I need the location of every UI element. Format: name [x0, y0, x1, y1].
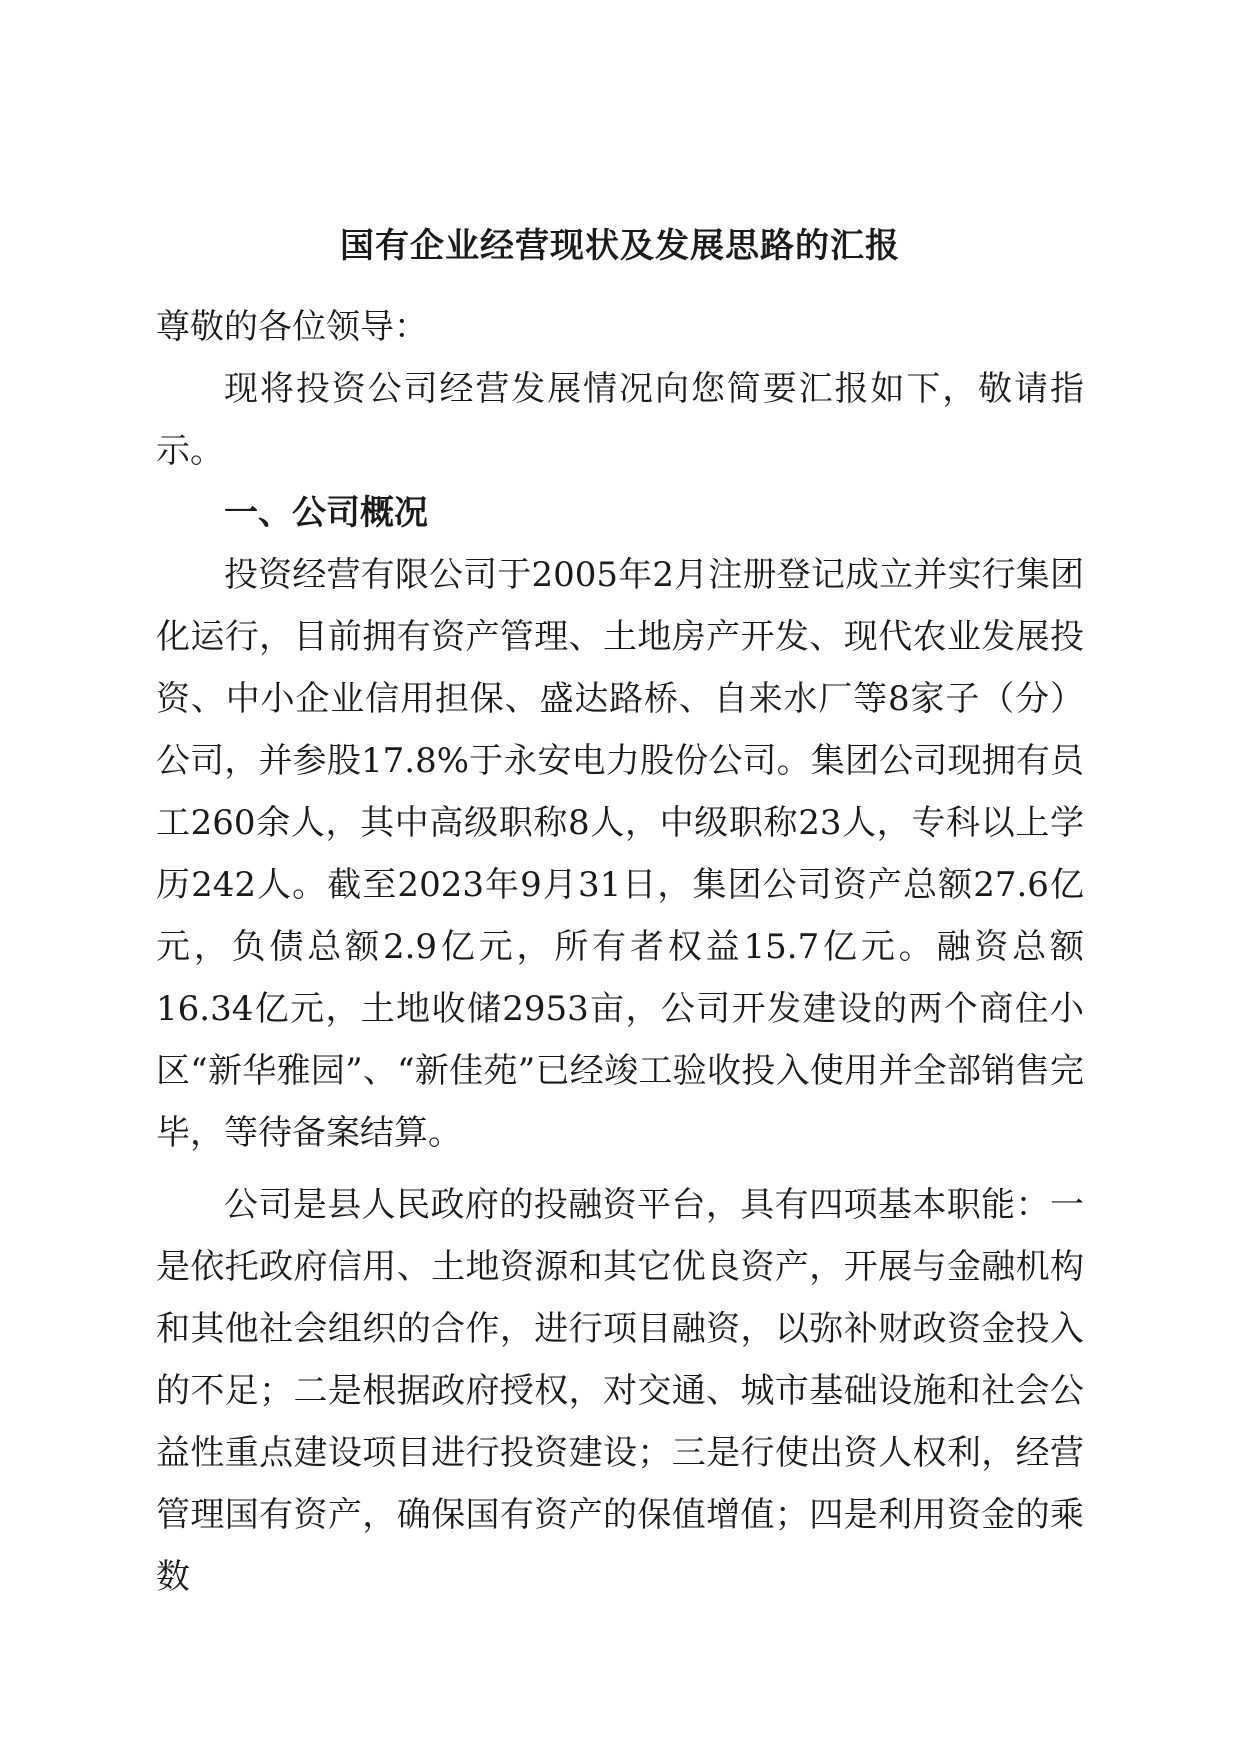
intro-paragraph: 现将投资公司经营发展情况向您简要汇报如下，敬请指示。: [156, 369, 1084, 471]
document-title: 国有企业经营现状及发展思路的汇报: [340, 226, 900, 266]
document-body: [156, 296, 1084, 1608]
company-functions-paragraph: 公司是县人民政府的投融资平台，具有四项基本职能：一是依托政府信用、土地资源和其它优良资产，开展与金融机构和其他社会组织的合作，进行项目融资，以弥补财政资金投入的不足；二是根据政府授权，对交通、城市基础设施和社会公益性重点建设项目进行投资建设；三是行使出资人权利，经营管理国有资产，确保国有资产的保值增值；四是利用资金的乘数: [156, 1185, 1084, 1597]
salutation: 尊敬的各位领导：: [156, 307, 428, 347]
section-heading: 一、公司概况: [224, 493, 428, 533]
company-overview-paragraph: 投资经营有限公司于2005年2月注册登记成立并实行集团化运行，目前拥有资产管理、土地房产开发、现代农业发展投资、中小企业信用担保、盛达路桥、自来水厂等8家子（分）公司，并参股17.8%于永安电力股份公司。集团公司现拥有员工260余人，其中高级职称8人，中级职称23人，专科以上学历242人。截至2023年9月31日，集团公司资产总额27.6亿元，负债总额2.9亿元，所有者权益15.7亿元。融资总额16.34亿元，土地收储2953亩，公司开发建设的两个商住小区“新华雅园”、“新佳苑”已经竣工验收投入使用并全部销售完毕，等待备案结算。: [156, 555, 1084, 1153]
